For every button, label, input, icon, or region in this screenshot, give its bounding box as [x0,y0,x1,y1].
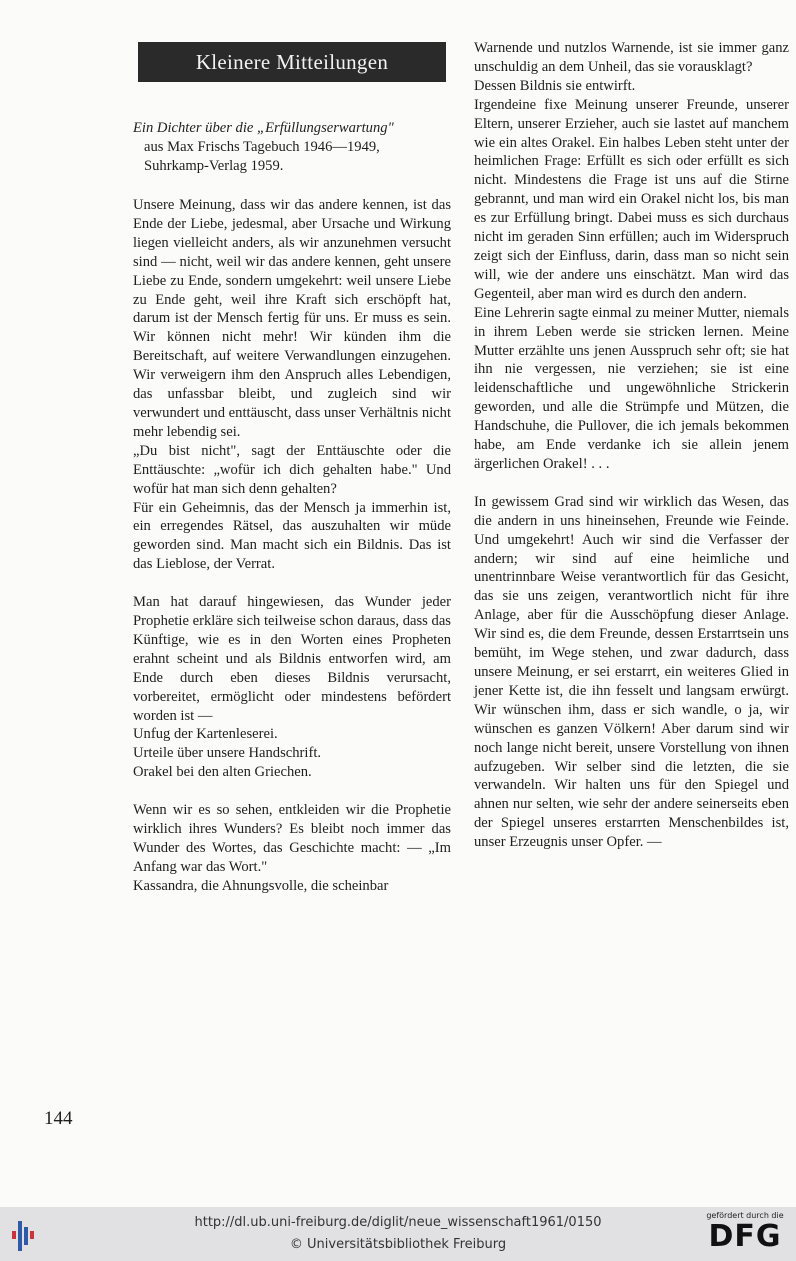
paragraph: Unsere Meinung, dass wir das andere kennen, ist das Ende der Liebe, jedesmal, aber Ursache und Wirkung liegen vielleicht anders, als wir anzunehmen versucht sind — nicht, weil wir das andere kennen, geht unsere Liebe zu Ende, sondern umgekehrt: weil unsere Liebe zu Ende geht, weil ihre Kraft sich erschöpft hat, darum ist der Mensch fertig für uns. Er muss es sein. Wir können nicht mehr! Wir künden ihm die Bereitschaft, auf weitere Verwandlungen einzugehen. Wir verweigern ihm den Anspruch alles Lebendigen, das unfassbar bleibt, und zugleich sind wir verwundert und enttäuscht, dass unser Verhältnis nicht mehr lebendig sei. [133,197,451,440]
paragraph: Dessen Bildnis sie entwirft. [474,77,636,94]
source-url-link[interactable]: http://dl.ub.uni-freiburg.de/diglit/neue_wissenschaft1961/0150 [194,1215,602,1230]
dfg-logo-text: DFG [708,1219,782,1254]
paragraph: Urteile über unsere Handschrift. [133,745,322,762]
paragraph: „Du bist nicht", sagt der Enttäuschte oder die Enttäuschte: „wofür ich dich gehalten habe." Und wofür hat man sich denn gehalten? [133,442,451,497]
subtitle-line-3: Suhrkamp-Verlag 1959. [144,157,284,174]
paragraph: Man hat darauf hingewiesen, das Wunder jeder Prophetie erkläre sich teilweise schon daraus, dass das Künftige, wie es in den Worten eines Propheten erahnt scheint und als Bildnis entworfen wird, am Ende durch eben dieses Bildnis verursacht, vorbereitet, ermöglicht oder mindestens befördert worden ist — [133,594,451,724]
article-subtitle [133,119,451,176]
paragraph: Eine Lehrerin sagte einmal zu meiner Mutter, niemals in ihrem Leben werde sie stricken lernen. Meine Mutter erzählte uns jenen Ausspruch sehr oft; sie hat ihn nie vergessen, nie verziehen; sie ist eine leidenschaftliche und ungewöhnliche Strickerin geworden, und alle die Strümpfe und Mützen, die Handschuhe, die Pullover, die ich jemals bekommen habe, am Ende verdanke ich sie allein jenem ärgerlichen Orakel! . . . [474,304,789,472]
subtitle-line-2: aus Max Frischs Tagebuch 1946—1949, [144,138,380,155]
paragraph: Irgendeine fixe Meinung unserer Freunde, unserer Eltern, unserer Erzieher, auch sie lastet auf manchem wie ein altes Orakel. Ein halbes Leben steht unter der heimlichen Frage: Erfüllt es sich oder erfüllt es sich nicht. Mindestens die Frage ist uns auf die Stirne gebrannt, und man wird ein Orakel nicht los, bis man es zur Erfüllung bringt. Dabei muss es sich durchaus nicht im geraden Sinn erfüllen; auch im Widerspruch zeigt sich der Einfluss, darin, dass man so nicht sein will, wie der andere uns einschätzt. Man wird das Gegenteil, aber man wird es durch den andern. [474,96,789,302]
section-title: Kleinere Mitteilungen [195,49,389,74]
dfg-logo [700,1211,790,1257]
dfg-funding-label: gefördert durch die [706,1211,784,1220]
subtitle-line-1: Ein Dichter über die „Erfüllungserwartung" [133,120,394,136]
paragraph: Orakel bei den alten Griechen. [133,764,312,781]
footer-bar [0,1207,796,1261]
paragraph: Für ein Geheimnis, das der Mensch ja immerhin ist, ein erregendes Rätsel, das auszuhalten wir müde geworden sind. Man macht sich ein Bildnis. Das ist das Lieblose, der Verrat. [133,499,451,573]
page-number: 144 [44,1108,73,1129]
right-column [474,39,789,852]
paragraph: Unfug der Kartenleserei. [133,726,278,743]
left-column [133,196,451,896]
section-header [138,42,446,82]
paragraph: Warnende und nutzlos Warnende, ist sie immer ganz unschuldig an dem Unheil, das sie vorausklagt? [474,40,789,75]
paragraph: Wenn wir es so sehen, entkleiden wir die Prophetie wirklich ihres Wunders? Es bleibt noch immer das Wunder des Wortes, das Geschichte macht: — „Im Anfang war das Wort." [133,802,451,875]
paragraph: Kassandra, die Ahnungsvolle, die scheinbar [133,877,389,894]
paragraph: In gewissem Grad sind wir wirklich das Wesen, das die andern in uns hineinsehen, Freunde wie Feinde. Und umgekehrt! Auch wir sind die Verfasser der andern; wir sind auf eine heimliche und unentrinnbare Weise verantwortlich für das Gesicht, das sie uns zeigen, verantwortlich nicht für ihre Anlage, aber für die Ausschöpfung dieser Anlage. Wir sind es, die dem Freunde, dessen Erstarrtsein uns bemüht, im Wege stehen, und zwar dadurch, dass unsere Meinung, er sei erstarrt, ein weiteres Glied in jener Kette ist, die ihn fesselt und langsam erwürgt. Wir wünschen ihm, dass er sich wandle, o ja, wir wünschen es ganzen Völkern! Aber darum sind wir noch lange nicht bereit, unsere Vorstellung von ihnen aufzugeben. Wir selber sind die letzten, die sie verwandeln. Wir halten uns für den Spiegel und ahnen nur selten, wie sehr der andere seinerseits eben der Spiegel unseres erstarrten Menschenbildes ist, unser Erzeugnis unser Opfer. — [474,493,789,851]
copyright-notice: © Universitätsbibliothek Freiburg [289,1237,507,1252]
